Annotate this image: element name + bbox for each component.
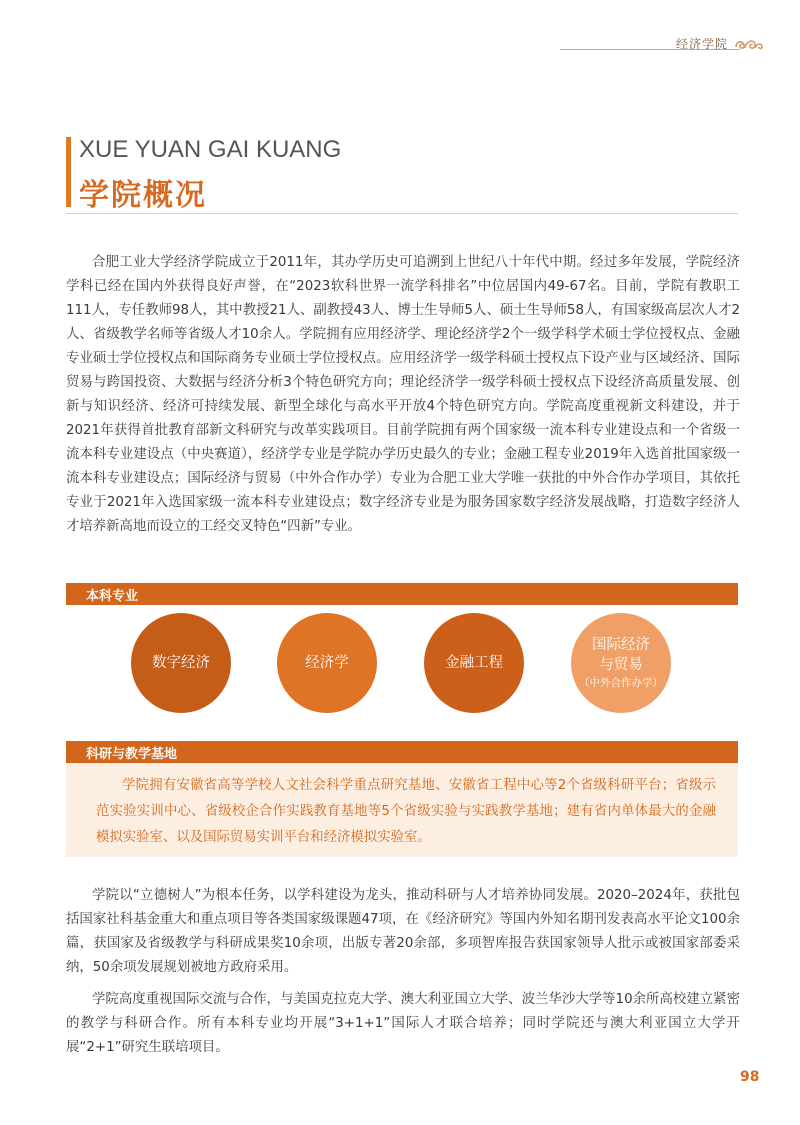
section-title-chinese: 学院概况 — [79, 178, 207, 213]
header-title: 经济学院 — [676, 37, 729, 51]
major-name: 国际经济 与贸易 — [592, 637, 650, 673]
research-text: 学院拥有安徽省高等学校人文社会科学重点研究基地、安徽省工程中心等2个省级科研平台；省级示范实验实训中心、省级校企合作实践教育基地等5个省级实验与实践教学基地；建有省内单体最大的金融模拟实验室、以及国际贸易实训平台和经济模拟实验室。 — [96, 778, 716, 845]
major-name: 金融工程 — [445, 655, 503, 671]
major-circle-financial-engineering — [424, 613, 524, 713]
major-name: 经济学 — [305, 655, 349, 671]
paragraph-international-cooperation: 学院高度重视国际交流与合作，与美国克拉克大学、澳大利亚国立大学、波兰华沙大学等10余所高校建立紧密的教学与科研合作。所有本科专业均开展“3+1+1”国际人才联合培养；同时学院还与澳大利亚国立大学开展“2+1”研究生联培项目。 — [66, 992, 740, 1055]
research-heading: 科研与教学基地 — [86, 747, 178, 762]
page-number: 98 — [740, 1069, 760, 1085]
major-circle-economics — [277, 613, 377, 713]
major-circle-digital-economy — [131, 613, 231, 713]
paragraph-research-achievements: 学院以“立德树人”为根本任务，以学科建设为龙头，推动科研与人才培养协同发展。2020–2024年，获批包括国家社科基金重大和重点项目等各类国家级课题47项，在《经济研究》等国内外知名期刊发表高水平论文100余篇，获国家及省级教学与科研成果奖10余项，出版专著20余部，多项智库报告获国家领导人批示或被国家部委采纳，50余项发展规划被地方政府采用。 — [66, 888, 740, 975]
research-heading-bar — [66, 741, 738, 763]
major-name: 数字经济 — [152, 655, 210, 671]
section-title-english: XUE YUAN GAI KUANG — [79, 136, 342, 163]
intro-paragraph: 合肥工业大学经济学院成立于2011年，其办学历史可追溯到上世纪八十年代中期。经过多年发展，学院经济学科已经在国内外获得良好声誉，在“2023软科世界一流学科排名”中位居国内49-67名。目前，学院有教职工111人，专任教师98人，其中教授21人、副教授43人、博士生导师5人、硕士生导师58人，有国家级高层次人才2人、省级教学名师等省级人才10余人。学院拥有应用经济学、理论经济学2个一级学科学术硕士学位授权点、金融专业硕士学位授权点和国际商务专业硕士学位授权点。应用经济学一级学科硕士授权点下设产业与区域经济、国际贸易与跨国投资、大数据与经济分析3个特色研究方向；理论经济学一级学科硕士授权点下设经济高质量发展、创新与知识经济、经济可持续发展、新型全球化与高水平开放4个特色研究方向。学院高度重视新文科建设，并于2021年获得首批教育部新文科研究与改革实践项目。目前学院拥有两个国家级一流本科专业建设点和一个省级一流本科专业建设点（中央赛道），经济学专业是学院办学历史最久的专业；金融工程专业2019年入选首批国家级一流本科专业建设点；国际经济与贸易（中外合作办学）专业为合肥工业大学唯一获批的中外合作办学项目，其依托专业于2021年入选国家级一流本科专业建设点；数字经济专业是为服务国家数字经济发展战略，打造数字经济人才培养新高地而设立的工经交叉特色“四新”专业。 — [66, 255, 740, 534]
title-accent-bar — [66, 137, 71, 207]
majors-heading-bar — [66, 583, 738, 605]
major-circle-international-trade — [571, 613, 671, 713]
cloud-swirl-icon — [734, 36, 764, 52]
title-divider — [66, 213, 738, 214]
majors-heading: 本科专业 — [86, 589, 139, 604]
major-note: （中外合作办学） — [579, 677, 663, 689]
